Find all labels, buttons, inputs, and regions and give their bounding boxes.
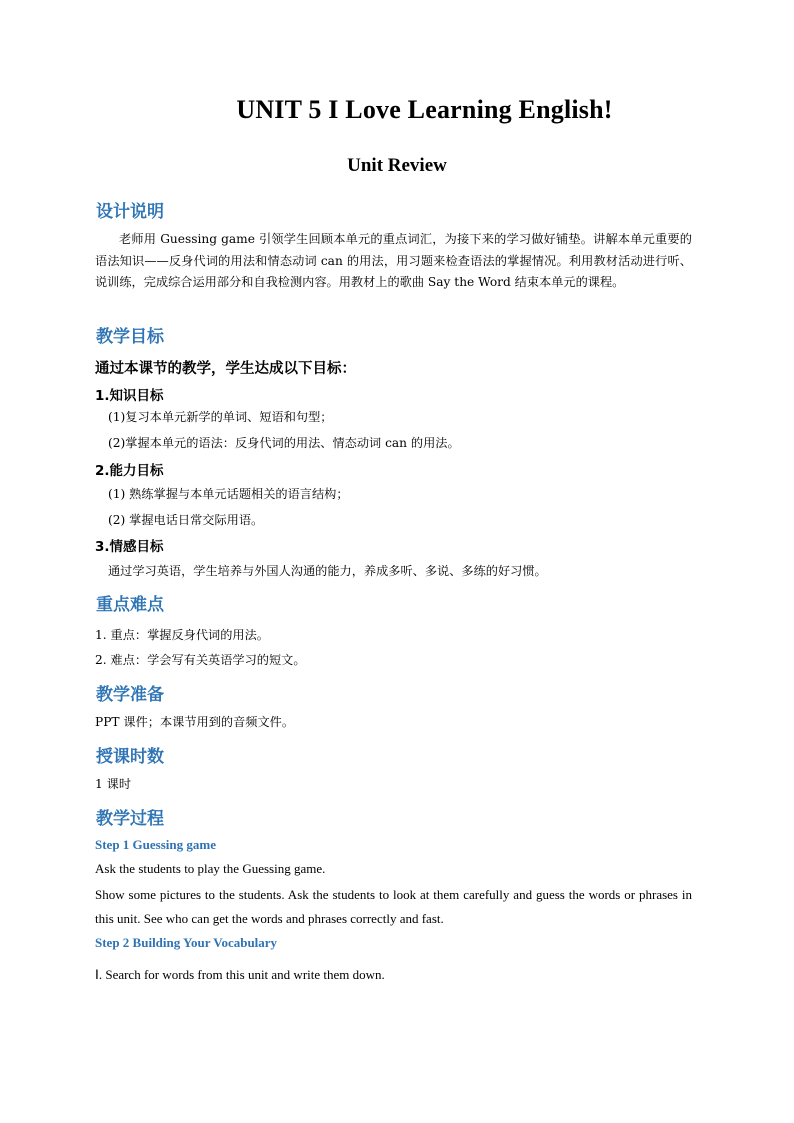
knowledge-title: 1.知识目标 — [95, 388, 164, 404]
step1-line2: Show some pictures to the students. Ask the students to look at them carefully and guess the words or phrases in this unit. See who can get the words and phrases correctly and fast. — [95, 887, 692, 926]
emotion-item-1: 通过学习英语，学生培养与外国人沟通的能力，养成多听、多说、多练的好习惯。 — [108, 564, 547, 578]
key-item-2: 2. 难点：学会写有关英语学习的短文。 — [95, 653, 306, 667]
step2-line1: Ⅰ. Search for words from this unit and write them down. — [95, 967, 385, 982]
knowledge-item-1: (1)复习本单元新学的单词、短语和句型； — [108, 410, 333, 424]
hours-text: 1 课时 — [95, 777, 132, 791]
heading-key: 重点难点 — [96, 595, 164, 615]
goals-intro: 通过本课节的教学，学生达成以下目标： — [95, 361, 356, 377]
ability-item-1: (1) 熟练掌握与本单元话题相关的语言结构； — [108, 487, 349, 501]
page-title: UNIT 5 I Love Learning English! — [236, 95, 613, 124]
knowledge-item-2: (2)掌握本单元的语法：反身代词的用法、情态动词 can 的用法。 — [108, 436, 460, 450]
step1-title: Step 1 Guessing game — [95, 837, 216, 852]
step1-line1: Ask the students to play the Guessing game. — [95, 861, 326, 876]
heading-goals: 教学目标 — [96, 327, 164, 347]
step2-title: Step 2 Building Your Vocabulary — [95, 935, 278, 950]
heading-process: 教学过程 — [96, 809, 164, 829]
key-item-1: 1. 重点：掌握反身代词的用法。 — [95, 628, 269, 642]
ability-title: 2.能力目标 — [95, 463, 164, 479]
heading-design: 设计说明 — [96, 202, 164, 222]
page-subtitle: Unit Review — [347, 155, 447, 176]
heading-prep: 教学准备 — [96, 685, 164, 705]
design-paragraph: 老师用 Guessing game 引领学生回顾本单元的重点词汇，为接下来的学习做好铺垫。讲解本单元重要的语法知识——反身代词的用法和情态动词 can 的用法，用习题来检查语法的掌握情况。利用教材活动进行听、说训练，完成综合运用部分和自我检测内容。用教材上的歌曲 Say the Word 结束本单元的课程。 — [95, 232, 692, 289]
ability-item-2: (2) 掌握电话日常交际用语。 — [108, 513, 264, 527]
heading-hours: 授课时数 — [96, 747, 164, 767]
emotion-title: 3.情感目标 — [95, 539, 164, 555]
prep-text: PPT 课件；本课节用到的音频文件。 — [95, 715, 295, 729]
